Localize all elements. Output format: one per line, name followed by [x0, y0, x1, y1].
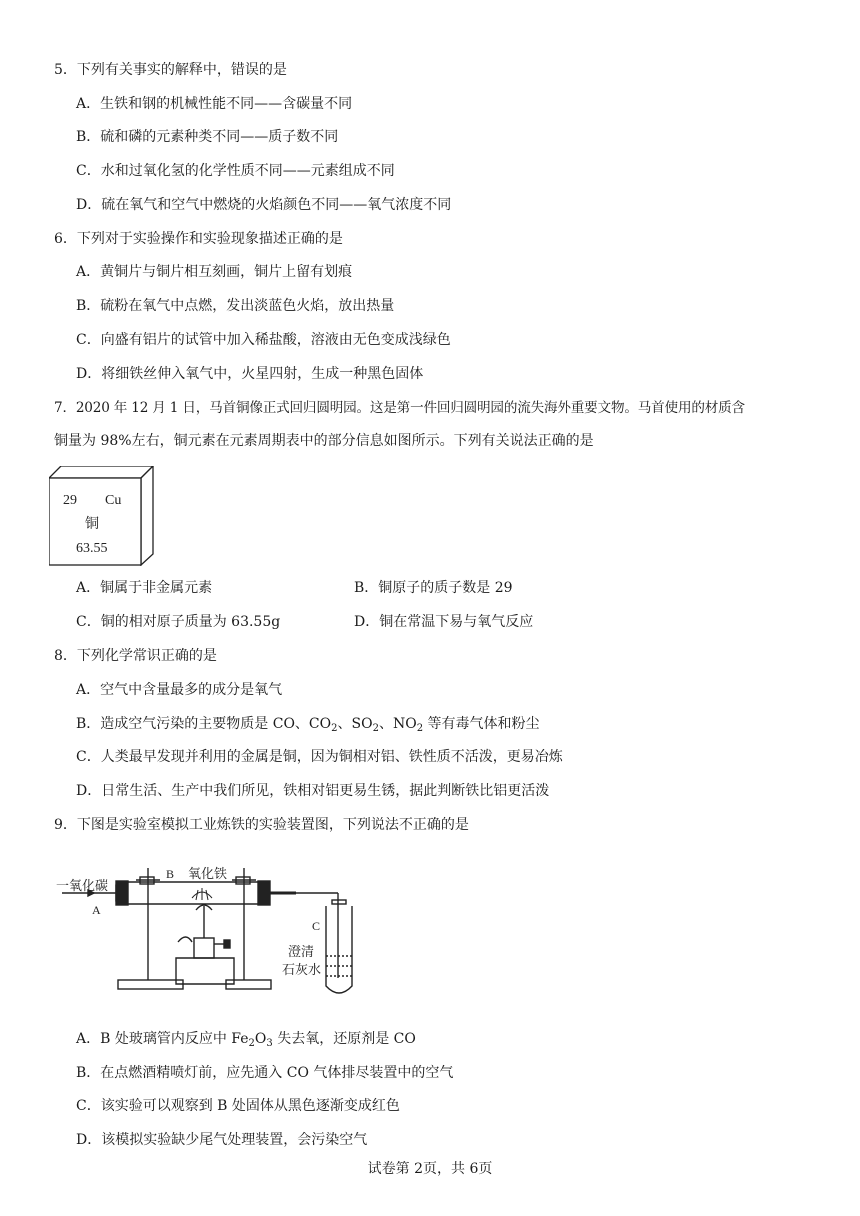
iron-smelting-apparatus-diagram: [56, 838, 376, 1013]
question-9-option-c: C．该实验可以观察到 B 处固体从黑色逐渐变成红色: [76, 1098, 400, 1114]
question-8-option-d: D．日常生活、生产中我们所见，铁相对铝更易生锈，据此判断铁比铝更活泼: [76, 783, 550, 799]
question-7-option-a: A．铜属于非金属元素: [76, 580, 213, 596]
question-5-stem: 5．下列有关事实的解释中，错误的是: [54, 62, 287, 78]
question-6-option-d: D．将细铁丝伸入氧气中，火星四射，生成一种黑色固体: [76, 366, 424, 382]
label-c: C: [312, 919, 321, 933]
question-9-option-b: B．在点燃酒精喷灯前，应先通入 CO 气体排尽装置中的空气: [76, 1065, 454, 1081]
label-carbon-monoxide: 一氧化碳: [56, 879, 109, 894]
question-6-stem: 6．下列对于实验操作和实验现象描述正确的是: [54, 231, 343, 247]
question-5-option-b: B．硫和磷的元素种类不同——质子数不同: [76, 129, 339, 145]
question-7-option-c: C．铜的相对原子质量为 63.55g: [76, 614, 281, 630]
question-7-option-d: D．铜在常温下易与氧气反应: [354, 614, 534, 630]
question-8-option-a: A．空气中含量最多的成分是氧气: [76, 682, 283, 698]
element-name: 铜: [85, 516, 99, 532]
question-7-stem-line2: 铜量为 98%左右，铜元素在元素周期表中的部分信息如图所示。下列有关说法正确的是: [54, 433, 594, 449]
page-footer: 试卷第 2页，共 6页: [367, 1161, 493, 1177]
question-7-stem-line1: 7．2020 年 12 月 1 日，马首铜像正式回归圆明园。这是第一件回归圆明园的流失海外重要文物。马首使用的材质含: [54, 400, 745, 416]
label-iron-oxide: 氧化铁: [188, 867, 228, 882]
question-5-option-c: C．水和过氧化氢的化学性质不同——元素组成不同: [76, 163, 395, 179]
question-5-option-a: A．生铁和钢的机械性能不同——含碳量不同: [76, 96, 353, 112]
question-6-option-a: A．黄铜片与铜片相互刻画，铜片上留有划痕: [76, 264, 353, 280]
question-8-option-b: B．造成空气污染的主要物质是 CO、$CO_2$、$SO_2$、$NO_2$ 等有毒气体和粉尘: [76, 716, 540, 734]
label-a: A: [92, 903, 101, 917]
question-9-option-a: A．B 处玻璃管内反应中 $Fe_2O_3$ 失去氧，还原剂是 CO: [76, 1031, 416, 1049]
label-limewater-2: 石灰水: [282, 963, 322, 978]
atomic-mass: 63.55: [76, 541, 108, 556]
question-7-option-b: B．铜原子的质子数是 29: [354, 580, 513, 596]
question-9-stem: 9．下图是实验室模拟工业炼铁的实验装置图，下列说法不正确的是: [54, 817, 469, 833]
question-8-option-c: C．人类最早发现并利用的金属是铜，因为铜相对铝、铁性质不活泼，更易冶炼: [76, 749, 563, 765]
element-symbol: Cu: [105, 493, 122, 508]
question-9-option-d: D．该模拟实验缺少尾气处理装置，会污染空气: [76, 1132, 368, 1148]
question-8-stem: 8．下列化学常识正确的是: [54, 648, 217, 664]
label-b: B: [166, 867, 175, 881]
atomic-number: 29: [63, 493, 77, 508]
copper-element-tile: [49, 466, 154, 566]
label-limewater-1: 澄清: [288, 945, 315, 960]
question-5-option-d: D．硫在氧气和空气中燃烧的火焰颜色不同——氧气浓度不同: [76, 197, 452, 213]
question-6-option-c: C．向盛有铝片的试管中加入稀盐酸，溶液由无色变成浅绿色: [76, 332, 451, 348]
question-6-option-b: B．硫粉在氧气中点燃，发出淡蓝色火焰，放出热量: [76, 298, 395, 314]
